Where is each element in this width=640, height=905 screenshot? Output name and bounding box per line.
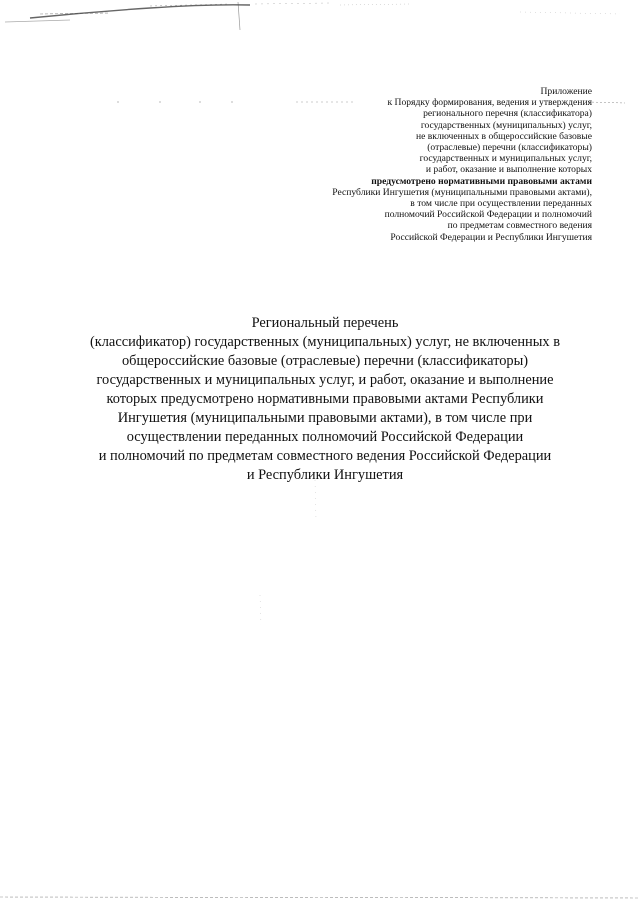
scan-speck: [159, 101, 160, 102]
scan-streak: [40, 13, 110, 14]
title-line: и полномочий по предметам совместного ведения Российской Федерации: [98, 448, 552, 464]
title-line: общероссийские базовые (отраслевые) перечни (классификаторы): [121, 353, 529, 369]
scan-speck: [231, 101, 232, 102]
appendix-line: регионального перечня (классификатора): [423, 108, 592, 120]
scan-streak: [30, 5, 250, 18]
scan-streak: [255, 3, 330, 4]
scan-streak: [315, 480, 316, 520]
scan-streak: [340, 4, 410, 5]
appendix-line: не включенных в общероссийские базовые: [415, 130, 592, 142]
scan-streak: [520, 12, 620, 14]
scan-streak: [588, 102, 625, 103]
appendix-line: государственных и муниципальных услуг,: [419, 153, 592, 165]
appendix-line: предусмотрено нормативными правовыми актами: [371, 175, 592, 187]
appendix-line: государственных (муниципальных) услуг,: [420, 119, 592, 131]
title-line: Региональный перечень: [251, 315, 399, 331]
appendix-line: Российской Федерации и Республики Ингушетия: [390, 231, 592, 243]
scan-streak: [238, 2, 240, 30]
scan-streak: [150, 4, 230, 6]
scan-streak: [260, 595, 261, 625]
scan-speck: [199, 101, 200, 102]
appendix-line: полномочий Российской Федерации и полномочий: [384, 209, 592, 221]
document-title: [60, 314, 590, 485]
title-line: государственных и муниципальных услуг, и работ, оказание и выполнение: [96, 372, 554, 388]
title-line: (классификатор) государственных (муниципальных) услуг, не включенных в: [89, 334, 561, 350]
scan-streak: [5, 20, 70, 22]
scan-speck: [117, 101, 118, 102]
appendix-line: по предметам совместного ведения: [447, 220, 592, 232]
title-line: осуществлении переданных полномочий Российской Федерации: [126, 429, 524, 445]
appendix-line: Республики Ингушетия (муниципальными правовыми актами),: [332, 186, 592, 198]
appendix-line: к Порядку формирования, ведения и утверждения: [387, 97, 592, 109]
appendix-line: Приложение: [540, 86, 592, 97]
appendix-line: в том числе при осуществлении переданных: [410, 198, 592, 210]
appendix-line: (отраслевые) перечни (классификаторы): [427, 142, 592, 154]
title-line: и Республики Ингушетия: [246, 467, 404, 483]
appendix-header: [262, 86, 592, 243]
title-line: Ингушетия (муниципальными правовыми актами), в том числе при: [117, 410, 533, 426]
scan-streak: [0, 897, 640, 898]
title-line: которых предусмотрено нормативными правовыми актами Республики: [106, 391, 544, 407]
appendix-line: и работ, оказание и выполнение которых: [425, 164, 592, 176]
